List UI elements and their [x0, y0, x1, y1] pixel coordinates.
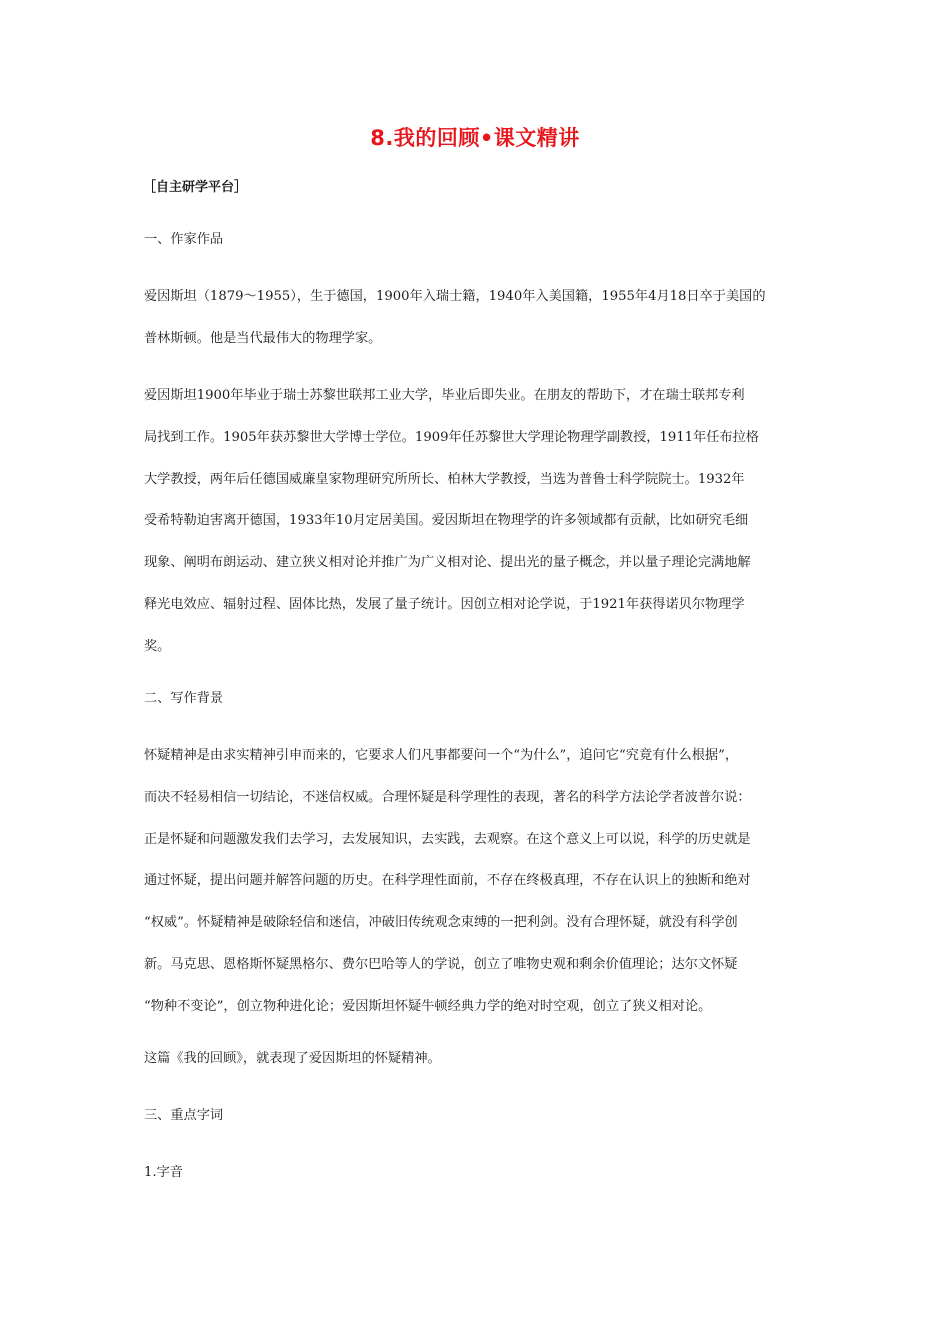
paragraph-line: 局找到工作。1905年获苏黎世大学博士学位。1909年任苏黎世大学理论物理学副教授，1911年任布拉格: [144, 429, 759, 445]
paragraph-line: 正是怀疑和问题激发我们去学习，去发展知识，去实践，去观察。在这个意义上可以说，科学的历史就是: [144, 831, 751, 847]
heading-text: 1.字音: [144, 1165, 183, 1180]
paragraph-line: 而决不轻易相信一切结论，不迷信权威。合理怀疑是科学理性的表现，著名的科学方法论学者波普尔说：: [144, 789, 751, 805]
paragraph-line: 怀疑精神是由求实精神引申而来的，它要求人们凡事都要问一个“为什么”，追问它“究竟有什么根据”，: [144, 748, 739, 763]
paragraph-line: 受希特勒迫害离开德国，1933年10月定居美国。爱因斯坦在物理学的许多领域都有贡献，比如研究毛细: [144, 513, 749, 529]
heading-text: 三、重点字词: [144, 1108, 224, 1123]
section-tag: ［自主研学平台］: [143, 180, 248, 195]
paragraph-author-intro: [144, 276, 814, 360]
paragraph-line: “权威”。怀疑精神是破除轻信和迷信，冲破旧传统观念束缚的一把利剑。没有合理怀疑，就没有科学创: [144, 915, 738, 931]
paragraph-line: 现象、阐明布朗运动、建立狭义相对论并推广为广义相对论、提出光的量子概念，并以量子理论完满地解: [144, 555, 751, 571]
paragraph-line: 爱因斯坦1900年毕业于瑞士苏黎世联邦工业大学，毕业后即失业。在朋友的帮助下，才在瑞士联邦专利: [144, 388, 745, 403]
paragraph-author-career: [144, 375, 814, 668]
heading-text: 一、作家作品: [144, 232, 224, 247]
paragraph-line: 大学教授，两年后任德国威廉皇家物理研究所所长、柏林大学教授，当选为普鲁士科学院院士。1932年: [144, 471, 745, 487]
document-title: 8.我的回顾•课文精讲: [370, 126, 580, 150]
paragraph-line: 释光电效应、辐射过程、固体比热，发展了量子统计。因创立相对论学说，于1921年获得诺贝尔物理学: [144, 596, 745, 612]
paragraph-summary: [144, 1038, 814, 1080]
paragraph-line: 通过怀疑，提出问题并解答问题的历史。在科学理性面前，不存在终极真理，不存在认识上的独断和绝对: [144, 873, 751, 889]
heading-author-works: [144, 219, 814, 261]
paragraph-line: 新。马克思、恩格斯怀疑黑格尔、费尔巴哈等人的学说，创立了唯物史观和剩余价值理论；达尔文怀疑: [144, 956, 738, 972]
paragraph-line: 爱因斯坦（1879～1955），生于德国，1900年入瑞士籍，1940年入美国籍，1955年4月18日卒于美国的: [144, 289, 766, 304]
heading-pronunciation: [144, 1152, 814, 1194]
paragraph-line: “物种不变论”，创立物种进化论；爱因斯坦怀疑牛顿经典力学的绝对时空观，创立了狭义相对论。: [144, 998, 712, 1014]
heading-background: [144, 678, 814, 720]
paragraph-line: 这篇《我的回顾》，就表现了爱因斯坦的怀疑精神。: [144, 1051, 441, 1066]
heading-key-words: [144, 1095, 814, 1137]
paragraph-line: 普林斯顿。他是当代最伟大的物理学家。: [144, 330, 382, 346]
heading-text: 二、写作背景: [144, 691, 224, 706]
paragraph-line: 奖。: [144, 638, 171, 654]
paragraph-background: [144, 735, 814, 1028]
